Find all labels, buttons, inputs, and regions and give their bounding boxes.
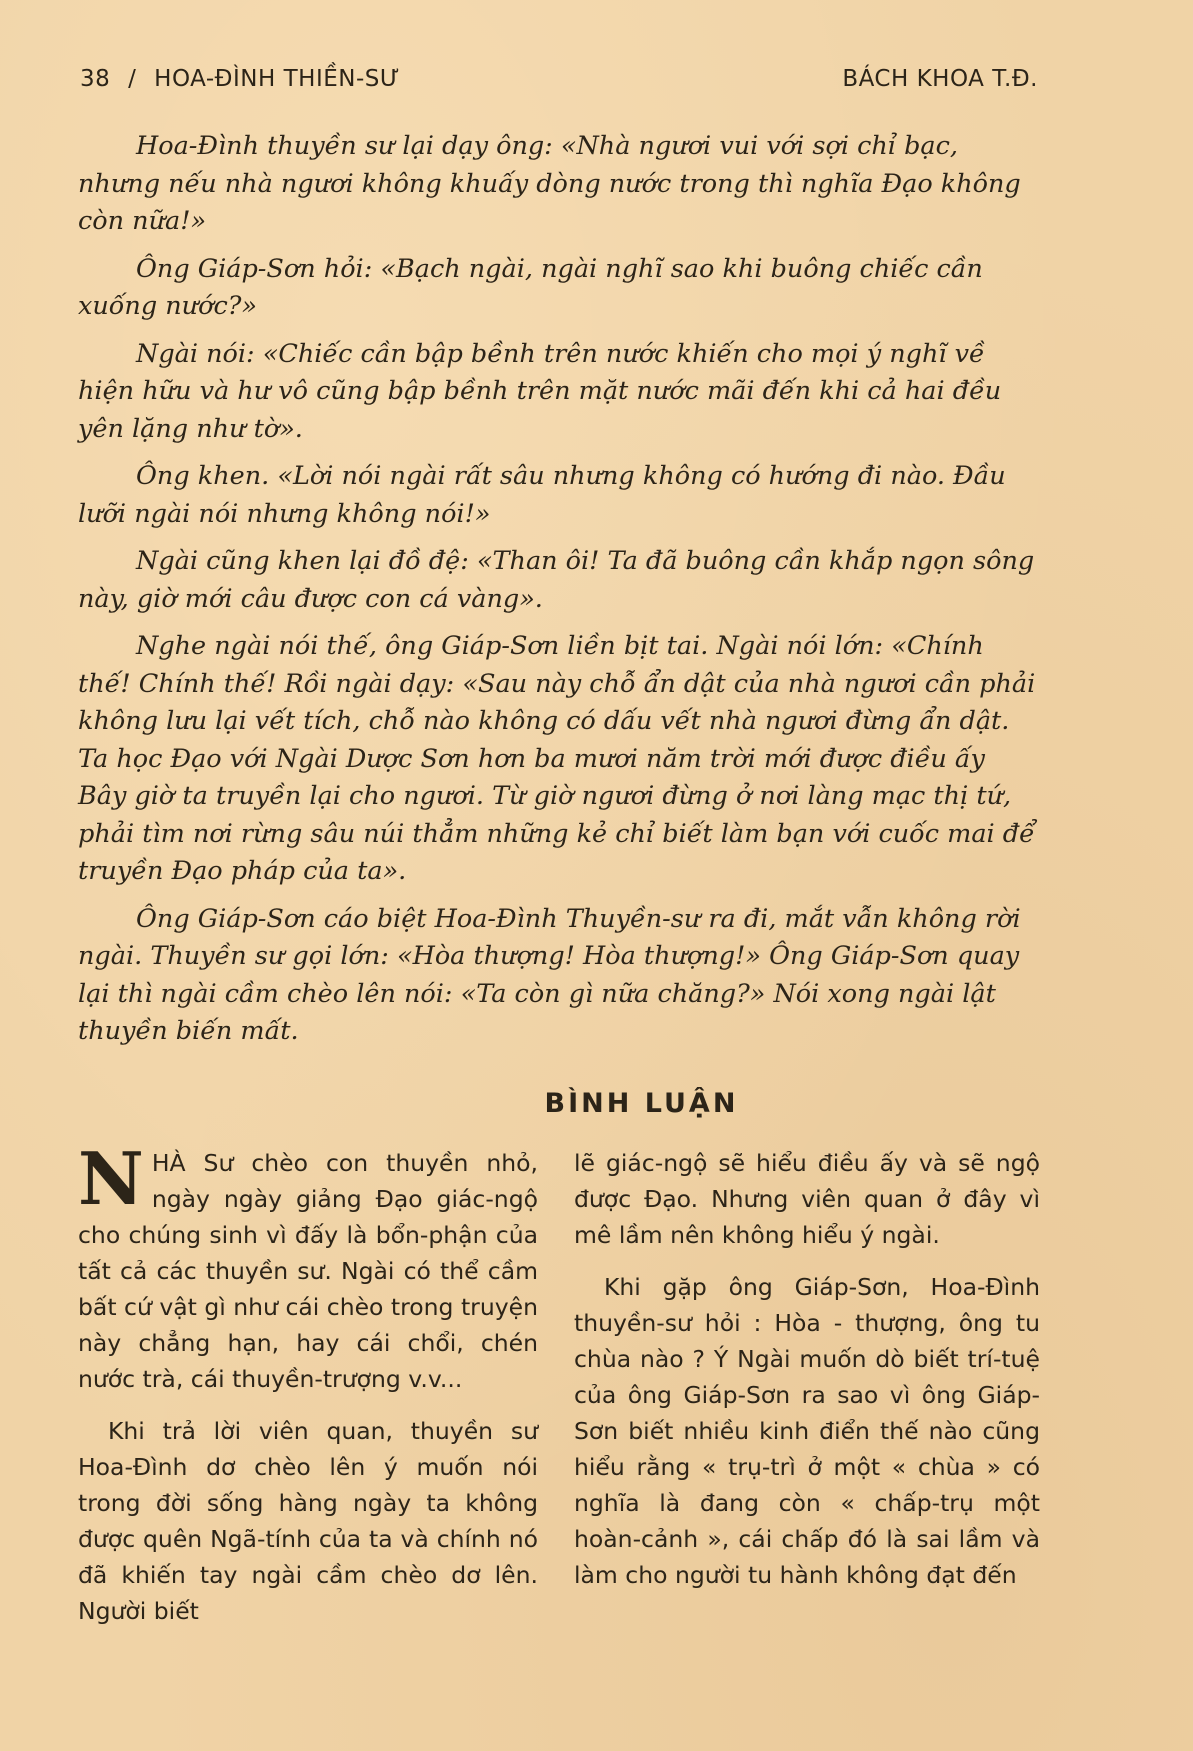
story-paragraph: Ngài nói: «Chiếc cần bập bềnh trên nước khiến cho mọi ý nghĩ về hiện hữu và hư vô cũng bập bềnh trên mặt nước mãi đến khi cả hai đều yên lặng như tờ». — [78, 338, 1002, 444]
header-left — [80, 66, 410, 92]
story-paragraph: Ông Giáp-Sơn cáo biệt Hoa-Đình Thuyền-sư ra đi, mắt vẫn không rời ngài. Thuyền sư gọi lớn: «Hòa thượng! Hòa thượng!» Ông Giáp-Sơn quay lại thì ngài cầm chèo lên nói: «Ta còn gì nữa chăng?» Nói xong ngài lật thuyền biến mất. — [78, 903, 1021, 1046]
page-header — [80, 66, 1038, 92]
article-title: HOA-ĐÌNH THIỀN-SƯ — [154, 66, 401, 92]
section-title: BÌNH LUẬN — [544, 1088, 739, 1119]
commentary-right-column — [574, 1145, 1040, 1609]
story-paragraph: Nghe ngài nói thế, ông Giáp-Sơn liền bịt tai. Ngài nói lớn: «Chính thế! Chính thế! Rồi ngài dạy: «Sau này chỗ ẩn dật của nhà ngươi cần phải không lưu lại vết tích, chỗ nào không có dấu vết nhà ngươi đừng ẩn dật. Ta học Đạo với Ngài Dược Sơn hơn ba mươi năm trời mới được điều ấy Bây giờ ta truyền lại cho ngươi. Từ giờ ngươi đừng ở nơi làng mạc thị tứ, phải tìm nơi rừng sâu núi thẳm những kẻ chỉ biết làm bạn với cuốc mai để truyền Đạo pháp của ta». — [78, 631, 1036, 886]
commentary-paragraph: Khi gặp ông Giáp-Sơn, Hoa-Đình thuyền-sư hỏi : Hòa - thượng, ông tu chùa nào ? Ý Ngài muốn dò biết trí-tuệ của ông Giáp-Sơn ra sao vì ông Giáp-Sơn biết nhiều kinh điển thế nào cũng hiểu rằng « trụ-trì ở một « chùa » có nghĩa là đang còn « chấp-trụ một hoàn-cảnh », cái chấp đó là sai lầm và làm cho người tu hành không đạt đến — [574, 1273, 1040, 1589]
commentary-paragraph: Khi trả lời viên quan, thuyền sư Hoa-Đình dơ chèo lên ý muốn nói trong đời sống hàng ngày ta không được quên Ngã-tính của ta và chính nó đã khiến tay ngài cầm chèo dơ lên. Người biết — [78, 1417, 538, 1625]
commentary-left-column — [78, 1136, 538, 1645]
story-text — [78, 128, 1038, 1061]
header-separator: / — [128, 66, 137, 92]
publication-name: BÁCH KHOA T.Đ. — [842, 66, 1038, 92]
drop-cap: N — [78, 1136, 144, 1221]
story-paragraph: Ngài cũng khen lại đồ đệ: «Than ôi! Ta đã buông cần khắp ngọn sông này, giờ mới câu được con cá vàng». — [78, 546, 1035, 614]
story-paragraph: Ông Giáp-Sơn hỏi: «Bạch ngài, ngài nghĩ sao khi buông chiếc cần xuống nước?» — [78, 253, 983, 321]
page-number: 38 — [80, 66, 111, 92]
story-paragraph: Ông khen. «Lời nói ngài rất sâu nhưng không có hướng đi nào. Đầu lưỡi ngài nói nhưng không nói!» — [78, 461, 1006, 529]
commentary-paragraph: lẽ giác-ngộ sẽ hiểu điều ấy và sẽ ngộ được Đạo. Nhưng viên quan ở đây vì mê lầm nên không hiểu ý ngài. — [574, 1149, 1040, 1249]
commentary-paragraph — [78, 1136, 538, 1397]
commentary-text: HÀ Sư chèo con thuyền nhỏ, ngày ngày giảng Đạo giác-ngộ cho chúng sinh vì đấy là bổn-phận của tất cả các thuyền sư. Ngài có thể cầm bất cứ vật gì như cái chèo trong truyện này chẳng hạn, hay cái chổi, chén nước trà, cái thuyền-trượng v.v... — [78, 1149, 538, 1393]
story-paragraph: Hoa-Đình thuyền sư lại dạy ông: «Nhà ngươi vui với sợi chỉ bạc, nhưng nếu nhà ngươi không khuấy dòng nước trong thì nghĩa Đạo không còn nữa!» — [78, 131, 1021, 236]
